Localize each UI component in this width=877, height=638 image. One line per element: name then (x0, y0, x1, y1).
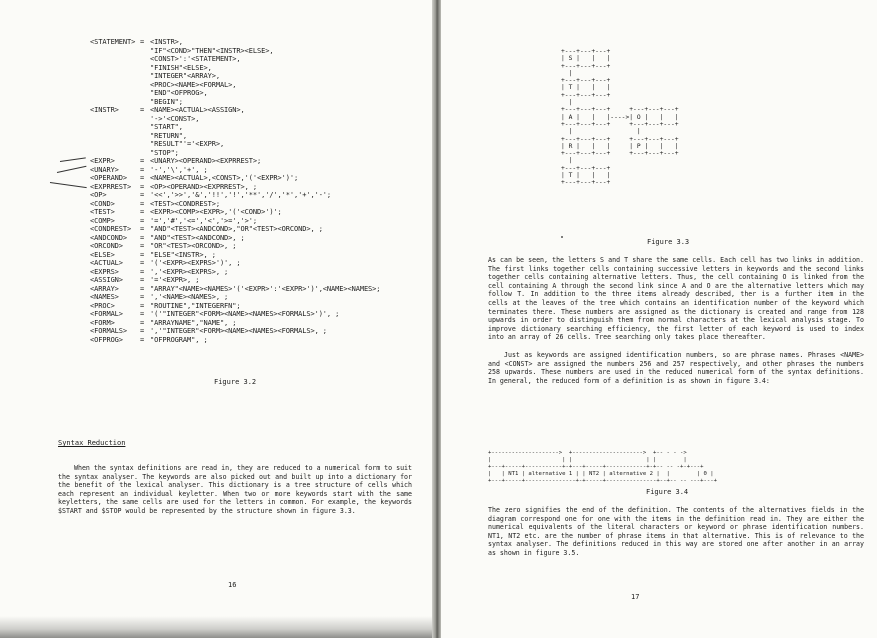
rule-operator: = (140, 233, 145, 242)
margin-tick-mark (50, 182, 87, 188)
rule-name: <PROC> (90, 301, 115, 310)
rule-name: <INSTR> (90, 106, 119, 114)
rule-name: <UNARY> (90, 165, 119, 174)
rule-body: <NAME><ACTUAL><ASSIGN>, (150, 106, 245, 114)
rule-body: <TEST><CONDREST>; (150, 199, 220, 208)
rule-body: "OFPROGRAM", ; (150, 335, 208, 344)
rule-name: <EXPRS> (90, 267, 119, 276)
rule-operator: = (140, 250, 145, 259)
rule-name: <ORCOND> (90, 242, 123, 250)
rule-body: <CONST>':'<STATEMENT>, (150, 55, 241, 63)
rule-body: ','<NAME><NAMES>, ; (150, 293, 229, 301)
rule-operator: = (140, 225, 145, 233)
rule-operator: = (140, 174, 145, 182)
rule-operator: = (140, 216, 145, 225)
rule-body: "IF"<COND>"THEN"<INSTR><ELSE>, (150, 46, 274, 55)
rule-body: '->'<CONST>, (150, 114, 200, 123)
rule-body: "STOP"; (150, 148, 179, 157)
figure-3-2-caption: Figure 3.2 (214, 378, 257, 386)
rule-operator: = (140, 284, 145, 293)
section-heading: Syntax Reduction (58, 439, 126, 447)
book-gutter (432, 0, 441, 638)
rule-body: "FINISH"<ELSE>, (150, 63, 212, 72)
rule-operator: = (140, 242, 145, 250)
rule-body: "INTEGER"<ARRAY>, (150, 72, 220, 80)
rule-operator: = (140, 310, 145, 318)
rule-body: <EXPR><COMP><EXPR>,'('<COND>')'; (150, 208, 282, 216)
figure-3-4-caption: Figure 3.4 (646, 488, 689, 496)
rule-name: <ELSE> (90, 250, 115, 259)
rule-operator: = (140, 106, 145, 114)
syntax-reduction-paragraph (58, 464, 412, 525)
paragraph: Just as keywords are assigned identification numbers, so are phrase names. Phrases <NAME> and <CONST> are assigned the numbers 256 and 257 respectively, and other phrases the numbers 258 upwards. These numbers are used in the reduced numerical form of the syntax definitions. In general, the reduced form of a definition is as shown in figure 3.4: (488, 350, 864, 385)
rule-body: "START", (150, 123, 183, 131)
rule-body: '='<EXPR>, ; (150, 276, 200, 284)
paragraph: As can be seen, the letters S and T share the same cells. Each cell has two links in addition. The first links together cells containing successive letters in keywords and the second links together cells containing alternative letters. Thus, the cell containing O is linked from the cell containing A through the second link since A and O are the alternative letters which may follow T. In addition to the three items already described, ther is a further item in the cells at the leaves of the tree which contains an identification number of the keyword which terminates there. These numbers are assigned as the dictionary is created and range from 128 upwards in order to distinguish them from normal characters at the lexical analysis stage. To improve dictionary searching efficiency, the first letter of each keyword is used to index into an array of 26 cells. Tree searching only takes place thereafter. (488, 256, 864, 342)
rule-body: <NAME><ACTUAL>,<CONST>,'('<EXPR>')'; (150, 174, 299, 182)
margin-tick-mark (60, 157, 86, 162)
rule-body: "RETURN", (150, 131, 188, 140)
rule-name: <OP> (90, 191, 107, 199)
rule-name: <ASSIGN> (90, 276, 123, 284)
rule-name: <ARRAY> (90, 284, 119, 293)
rule-body: <UNARY><OPERAND><EXPRREST>; (150, 157, 262, 165)
rule-name: <TEST> (90, 208, 115, 216)
rule-name: <FORMALS> (90, 327, 128, 335)
rule-operator: = (140, 276, 145, 284)
left-page (0, 0, 432, 638)
right-text-block-1 (488, 256, 864, 394)
rule-operator: = (140, 259, 145, 267)
rule-body: '<<','>>','&','!!','!','**','/','*','+','-'; (150, 191, 332, 199)
rule-name: <STATEMENT> (90, 38, 136, 46)
rule-body: ','"INTEGER"<FORM><NAME><NAMES><FORMALS>, ; (150, 327, 327, 335)
right-text-block-2 (488, 506, 864, 567)
rule-name: <EXPRREST> (90, 182, 132, 191)
rule-body: '=','#','<=','<','>=','>'; (150, 216, 257, 225)
rule-operator: = (140, 267, 145, 276)
rule-operator: = (140, 301, 145, 310)
rule-name: <FORMAL> (90, 310, 123, 318)
rule-name: <FORM> (90, 318, 115, 327)
rule-operator: = (140, 38, 145, 46)
rule-name: <CONDREST> (90, 225, 132, 233)
rule-name: <EXPR> (90, 157, 115, 165)
paragraph: When the syntax definitions are read in, they are reduced to a numerical form to suit the syntax analyser. The keywords are also picked out and built up into a dictionary for the benefit of the lexical analyser. This dictionary is a tree structure of cells which each represent an individual keyletter. When two or more keywords start with the same keyletters, the same cells are used for the letters in common. For example, the keywords $START and $STOP would be represented by the structure shown in figure 3.3. (58, 464, 412, 515)
rule-body: "BEGIN"; (150, 97, 183, 106)
rule-operator: = (140, 335, 145, 344)
ink-speck (561, 236, 563, 238)
rule-name: <OPERAND> (90, 174, 128, 182)
rule-body: "OR"<TEST><ORCOND>, ; (150, 242, 237, 250)
rule-body: "AND"<TEST><ANDCOND>, ; (150, 233, 245, 242)
page-number: 16 (228, 581, 237, 589)
figure-3-3-caption: Figure 3.3 (647, 238, 690, 246)
rule-name: <COMP> (90, 216, 115, 225)
rule-name: <ACTUAL> (90, 259, 123, 267)
margin-tick-mark (57, 166, 87, 173)
keyword-tree-diagram: +---+---+---+ | S | | | +---+---+---+ | +---+---+---+ | T | | | +---+---+---+ | +---+---+---+ +---+---+---+ | A | | |---->| O | | | +---+---+---+ +---+---+---+ | | +---+---+---+ +---+---+---+ | R | | | | P | | | +---+---+---+ +---+---+---+ | +---+---+---+ | T | | | +---+---+---+ (561, 48, 679, 187)
rule-operator: = (140, 293, 145, 301)
rule-body: <PROC><NAME><FORMAL>, (150, 80, 237, 89)
rule-name: <ANDCOND> (90, 233, 128, 242)
rule-body: "RESULT"'='<EXPR>, (150, 140, 225, 148)
rule-name: <OFPROG> (90, 335, 123, 344)
rule-operator: = (140, 157, 145, 165)
right-page (441, 0, 877, 638)
rule-operator: = (140, 191, 145, 199)
paragraph: The zero signifies the end of the definition. The contents of the alternatives fields in the diagram correspond one for one with the items in the definition read in. They are either the numerical equivalents of the literal characters or keyword or phrase identification numbers. NT1, NT2 etc. are the number of phrase items in that alternative. This is of relevance to the syntax analyser. The definitions reduced in this way are stored one after another in an array as shown in figure 3.5. (488, 506, 864, 557)
rule-operator: = (140, 208, 145, 216)
rule-body: '-','\','+', ; (150, 165, 208, 174)
rule-name: <NAMES> (90, 293, 119, 301)
page-edge-shadow (0, 616, 432, 638)
rule-body: "END"<OFPROG>, (150, 89, 208, 97)
definition-layout-diagram: +--------------------> +---------------------> +-- - - -> | | | | | | +---+-----+-----------+-+---+-----+------------+-+-- -- -+-+---+ | | NT1 | alternative 1 | | NT2 | alternative 2 | | | 0 | +---+-----+---------------+-+-----+---------------+--+-- -- ---+---+ (488, 450, 718, 484)
rule-operator: = (140, 318, 145, 327)
rule-body: "ROUTINE","INTEGERFN"; (150, 301, 241, 310)
rule-body: "ELSE"<INSTR>, ; (150, 250, 216, 259)
rule-body: "ARRAY"<NAME><NAMES>'('<EXPR>':'<EXPR>')',<NAME><NAMES>; (150, 284, 381, 293)
rule-operator: = (140, 182, 145, 191)
rule-body: "AND"<TEST><ANDCOND>,"OR"<TEST><ORCOND>, ; (150, 225, 323, 233)
page-number: 17 (631, 593, 640, 601)
rule-name: <COND> (90, 199, 115, 208)
rule-operator: = (140, 165, 145, 174)
rule-operator: = (140, 199, 145, 208)
rule-operator: = (140, 327, 145, 335)
rule-body: '('<EXPR><EXPRS>')', ; (150, 259, 241, 267)
rule-body: <INSTR>, (150, 38, 183, 46)
rule-body: ','<EXPR><EXPRS>, ; (150, 267, 229, 276)
rule-body: "ARRAYNAME","NAME", ; (150, 318, 237, 327)
rule-body: '('"INTEGER"<FORM><NAME><NAMES><FORMALS>')', ; (150, 310, 340, 318)
rule-body: <OP><OPERAND><EXPRREST>, ; (150, 182, 257, 191)
